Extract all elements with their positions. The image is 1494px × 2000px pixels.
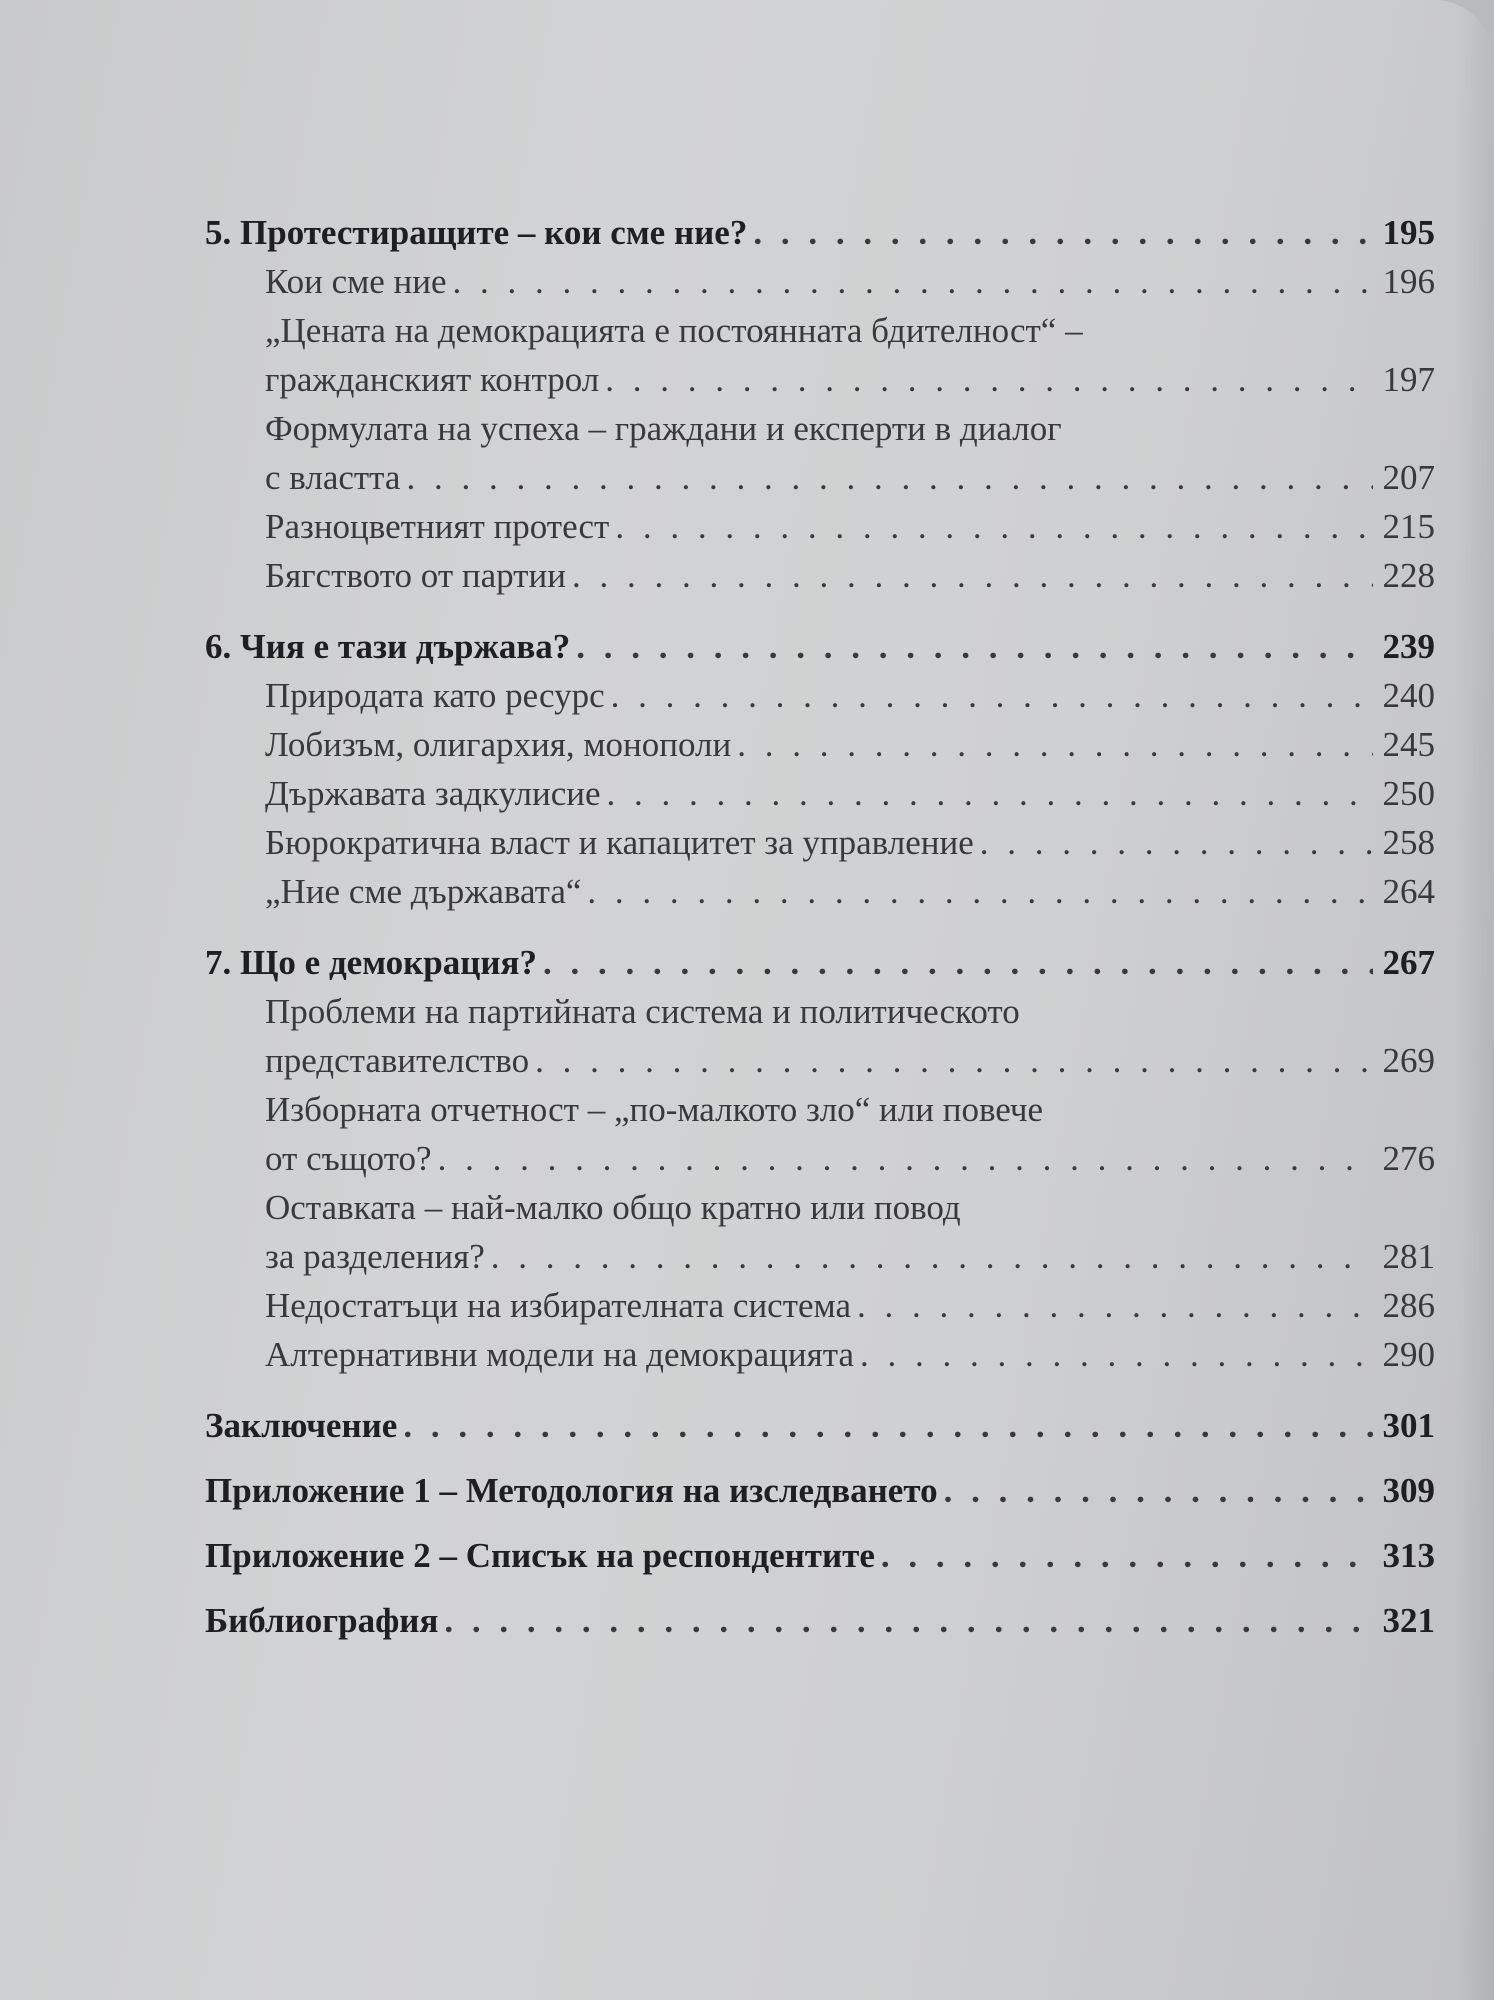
back-matter (205, 1401, 1435, 1645)
toc-entry (205, 453, 1435, 502)
toc-entry-conclusion (205, 1401, 1435, 1450)
toc-entry (205, 1036, 1435, 1085)
entry-page: 321 (1382, 1601, 1435, 1640)
entry-title-line2: гражданският контрол (265, 360, 600, 399)
toc-entry-chapter-7 (205, 938, 1435, 987)
dot-leader (535, 1036, 1373, 1085)
entry-page: 309 (1382, 1471, 1435, 1510)
dot-leader (406, 453, 1373, 502)
entry-page: 228 (1382, 556, 1435, 595)
dot-leader (615, 502, 1373, 551)
entry-page: 195 (1382, 213, 1435, 252)
dot-leader (860, 1330, 1373, 1379)
toc-entry (205, 720, 1435, 769)
entry-title-line2: за разделения? (265, 1237, 485, 1276)
toc-entry (205, 1330, 1435, 1379)
entry-title: Бюрократична власт и капацитет за управление (265, 823, 974, 862)
dot-leader (607, 769, 1373, 818)
toc-entry (205, 769, 1435, 818)
toc-entry (205, 355, 1435, 404)
dot-leader (403, 1401, 1373, 1450)
entry-title: Бягството от партии (265, 556, 566, 595)
entry-title-line1: Проблеми на партийната система и политическото (265, 992, 1020, 1031)
dot-leader (491, 1232, 1373, 1281)
entry-title: Лобизъм, олигархия, монополи (265, 725, 732, 764)
dot-leader (980, 818, 1373, 867)
entry-title: Разноцветният протест (265, 507, 610, 546)
entry-page: 267 (1382, 943, 1435, 982)
entry-title: Заключение (205, 1406, 398, 1445)
entry-page: 281 (1382, 1237, 1435, 1276)
toc-entry (205, 818, 1435, 867)
entry-title-line1: „Цената на демокрацията е постоянната бдителност“ – (265, 311, 1083, 350)
dot-leader (587, 867, 1373, 916)
toc-entry (205, 671, 1435, 720)
entry-title: 5. Протестиращите – кои сме ние? (205, 213, 748, 252)
entry-page: 197 (1382, 360, 1435, 399)
toc-entry-appendix-2 (205, 1531, 1435, 1580)
toc-entry (205, 502, 1435, 551)
entry-page: 286 (1382, 1286, 1435, 1325)
table-of-contents (205, 208, 1435, 1661)
dot-leader (605, 355, 1373, 404)
chapter-6 (205, 622, 1435, 916)
dot-leader (611, 671, 1373, 720)
entry-title: „Ние сме държавата“ (265, 872, 582, 911)
entry-page: 313 (1382, 1536, 1435, 1575)
entry-title-line2: с властта (265, 458, 401, 497)
entry-page: 301 (1382, 1406, 1435, 1445)
toc-entry-chapter-6 (205, 622, 1435, 671)
dot-leader (572, 551, 1373, 600)
entry-page: 240 (1382, 676, 1435, 715)
entry-title: Приложение 2 – Списък на респондентите (205, 1536, 875, 1575)
entry-title: 7. Що е демокрация? (205, 943, 537, 982)
entry-title-line2: представителство (265, 1041, 530, 1080)
entry-title-line1: Изборната отчетност – „по-малкото зло“ или повече (265, 1090, 1044, 1129)
dot-leader (881, 1531, 1373, 1580)
dot-leader (453, 257, 1373, 306)
dot-leader (857, 1281, 1373, 1330)
dot-leader (753, 208, 1373, 257)
entry-page: 215 (1382, 507, 1435, 546)
entry-title: Кои сме ние (265, 262, 447, 301)
entry-title: Библиография (205, 1601, 439, 1640)
toc-entry (205, 1134, 1435, 1183)
dot-leader (944, 1466, 1373, 1515)
entry-title: Алтернативни модели на демокрацията (265, 1335, 854, 1374)
entry-page: 196 (1382, 262, 1435, 301)
dot-leader (438, 1134, 1373, 1183)
toc-entry-appendix-1 (205, 1466, 1435, 1515)
entry-page: 250 (1382, 774, 1435, 813)
chapter-7 (205, 938, 1435, 1379)
dot-leader (543, 938, 1373, 987)
toc-entry (205, 1281, 1435, 1330)
entry-page: 239 (1382, 627, 1435, 666)
toc-entry-bibliography (205, 1596, 1435, 1645)
entry-title: 6. Чия е тази държава? (205, 627, 571, 666)
entry-page: 245 (1382, 725, 1435, 764)
entry-page: 207 (1382, 458, 1435, 497)
dot-leader (444, 1596, 1373, 1645)
dot-leader (576, 622, 1373, 671)
entry-title-line2: от същото? (265, 1139, 432, 1178)
toc-entry (205, 257, 1435, 306)
toc-entry-chapter-5 (205, 208, 1435, 257)
entry-title: Приложение 1 – Методология на изследването (205, 1471, 938, 1510)
entry-title: Държавата задкулисие (265, 774, 601, 813)
toc-entry (205, 1232, 1435, 1281)
entry-title: Недостатъци на избирателната система (265, 1286, 851, 1325)
dot-leader (737, 720, 1373, 769)
entry-page: 264 (1382, 872, 1435, 911)
entry-title-line1: Оставката – най-малко общо кратно или повод (265, 1188, 961, 1227)
entry-page: 290 (1382, 1335, 1435, 1374)
entry-title: Природата като ресурс (265, 676, 605, 715)
toc-entry (205, 867, 1435, 916)
entry-title-line1: Формулата на успеха – граждани и експерти в диалог (265, 409, 1062, 448)
entry-page: 258 (1382, 823, 1435, 862)
toc-entry (205, 551, 1435, 600)
entry-page: 269 (1382, 1041, 1435, 1080)
entry-page: 276 (1382, 1139, 1435, 1178)
chapter-5 (205, 208, 1435, 600)
